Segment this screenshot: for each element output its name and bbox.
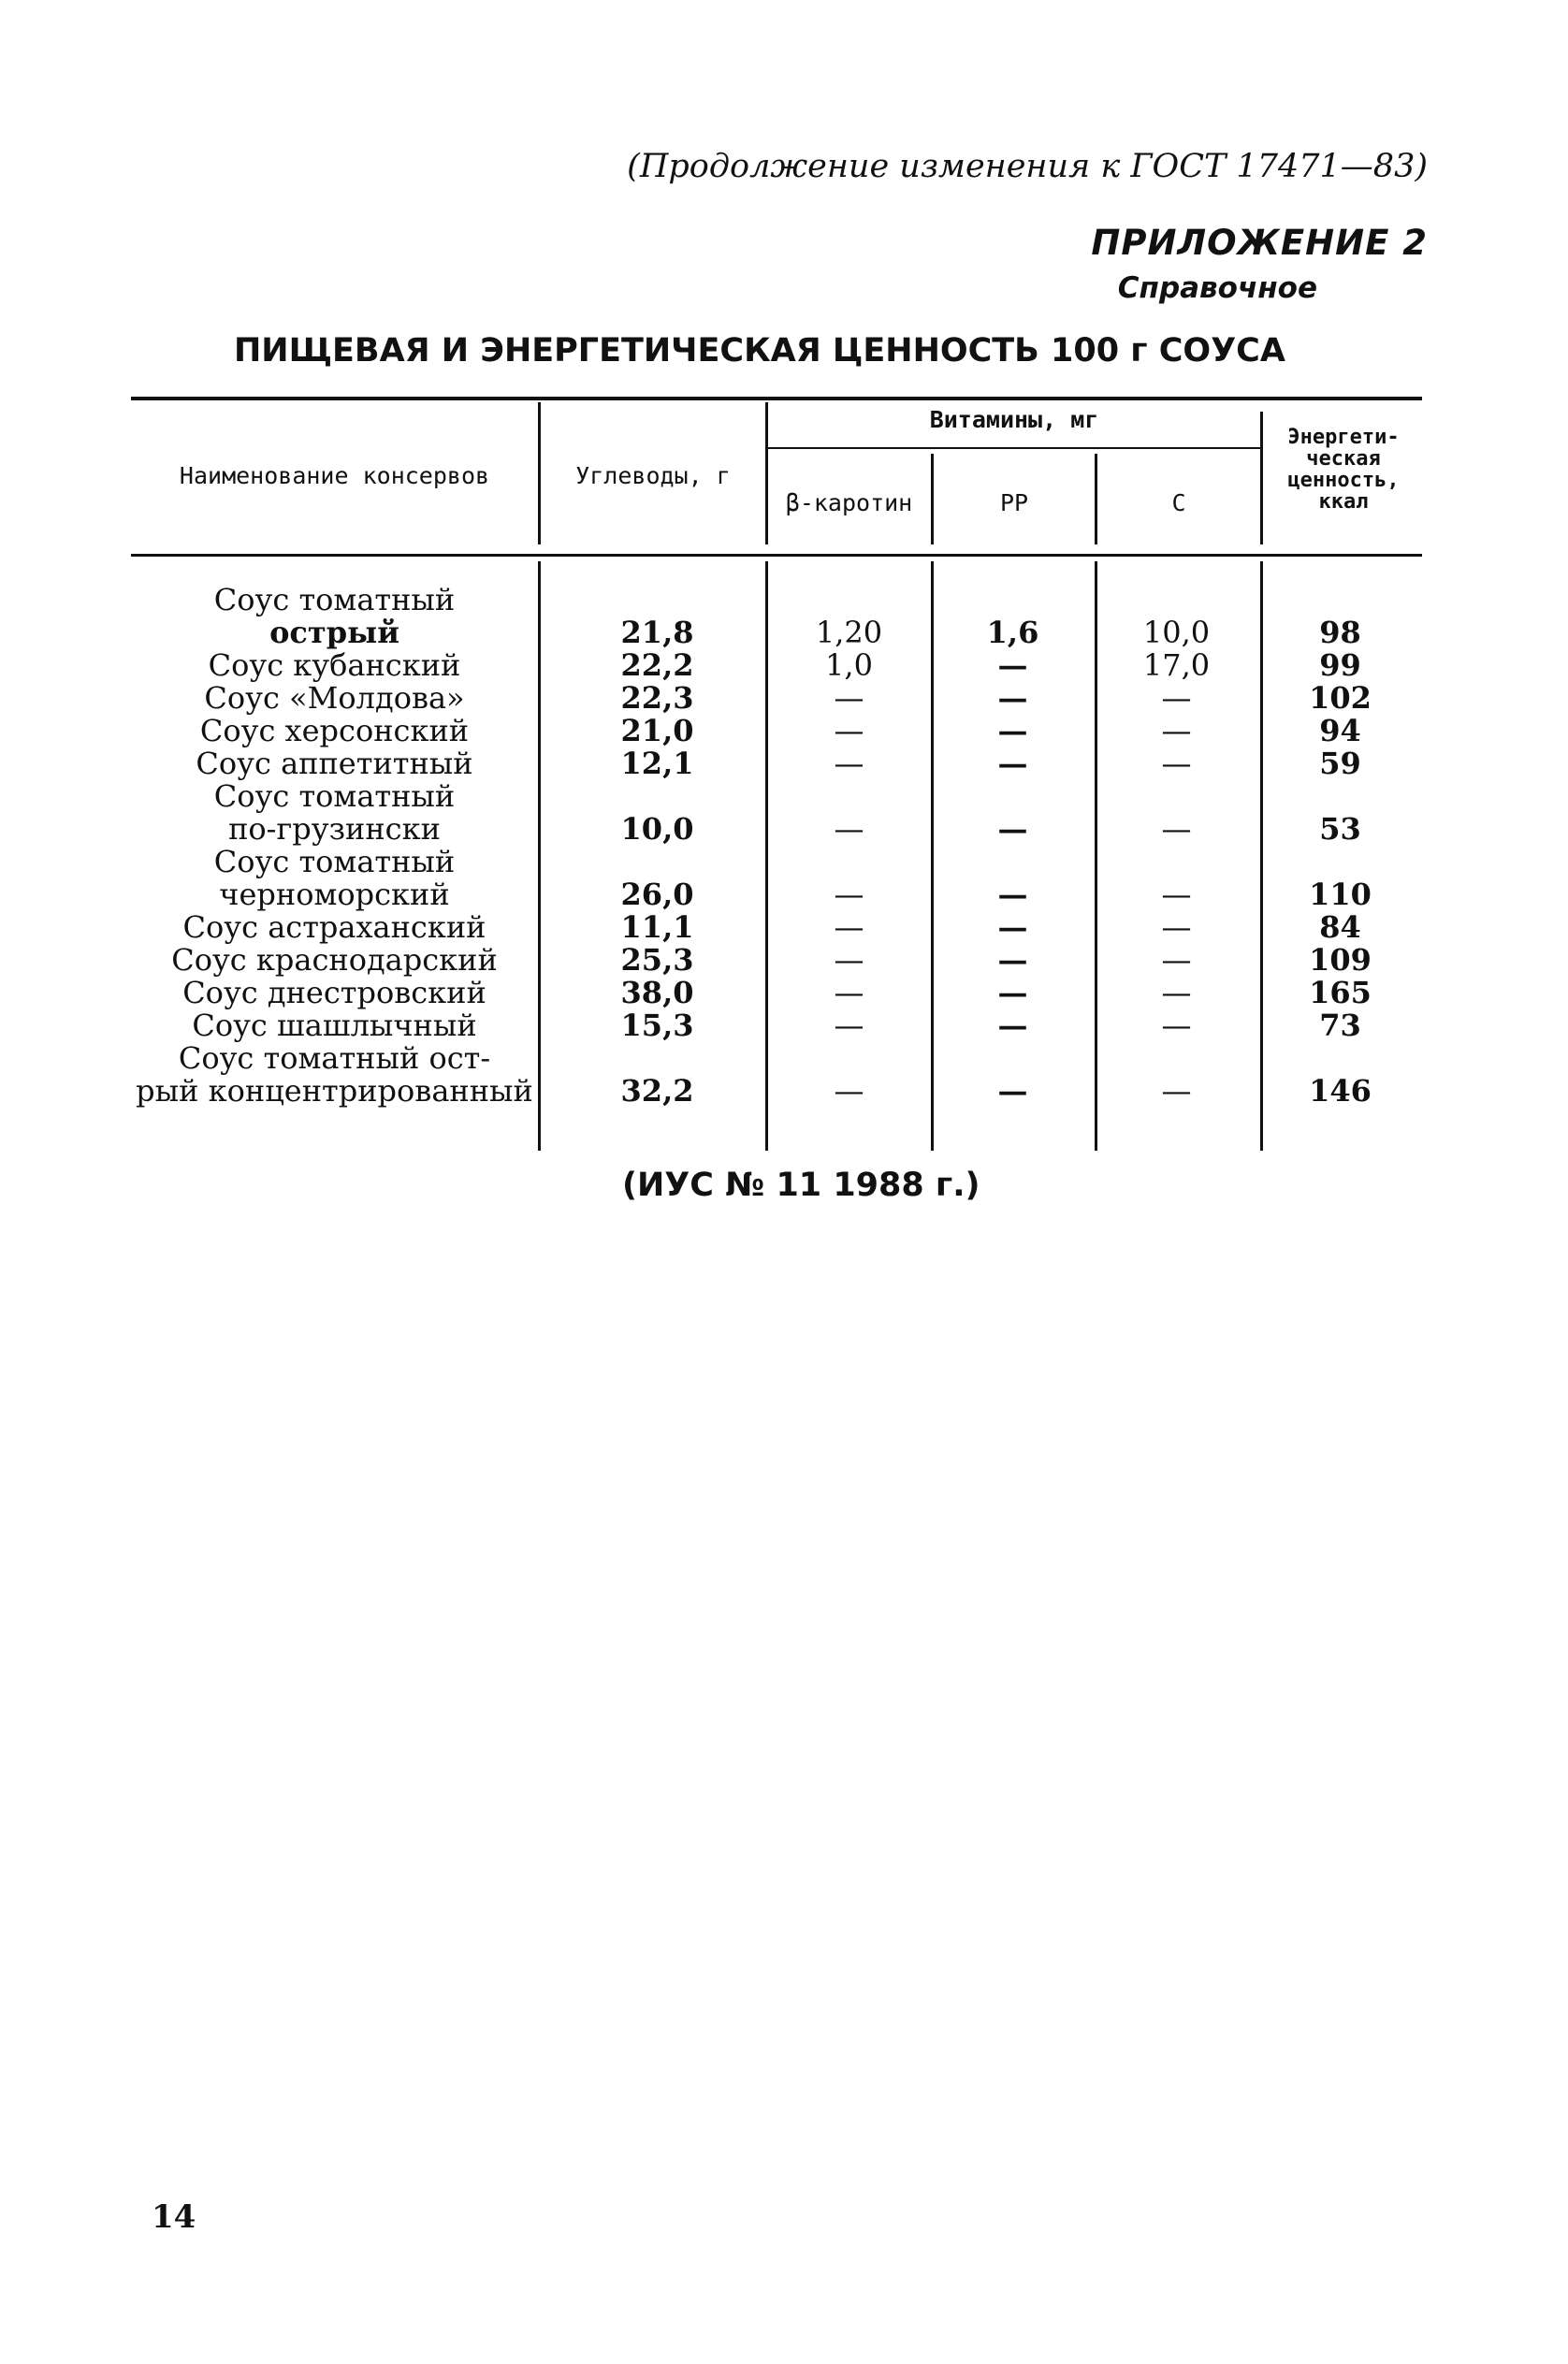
row-name: Соус днестровский: [182, 975, 486, 1010]
col-header-energy-line: ценность,: [1287, 469, 1400, 493]
table-row: [131, 977, 1422, 1009]
cell-carbs: 32,2: [620, 1073, 694, 1109]
cell-energy: 102: [1309, 680, 1372, 716]
cell-carbs: 11,1: [620, 909, 694, 945]
col-header-energy: [1265, 427, 1422, 513]
col-header-beta-carotene: β-каротин: [785, 489, 913, 516]
cell-c: —: [1161, 1008, 1192, 1043]
cell-pp: —: [997, 1008, 1028, 1043]
cell-beta-carotene: —: [834, 909, 864, 945]
row-name: Соус аппетитный: [196, 746, 473, 781]
cell-beta-carotene: —: [834, 811, 864, 847]
table-row: [131, 846, 1422, 878]
cell-beta-carotene: —: [834, 680, 864, 716]
row-name: Соус кубанский: [208, 647, 461, 683]
cell-pp: 1,6: [986, 615, 1039, 650]
page-number: 14: [152, 2198, 196, 2236]
col-header-c: С: [1171, 489, 1186, 516]
row-name: Соус «Молдова»: [204, 680, 465, 716]
cell-energy: 98: [1319, 615, 1361, 650]
cell-beta-carotene: —: [834, 942, 864, 978]
cell-pp: —: [997, 975, 1028, 1010]
table-row: [131, 878, 1422, 911]
row-name-line: рый концентрированный: [136, 1073, 533, 1109]
cell-c: —: [1161, 811, 1192, 847]
cell-energy: 110: [1309, 877, 1372, 912]
table-row: [131, 944, 1422, 977]
cell-carbs: 22,3: [620, 680, 694, 716]
cell-c: 17,0: [1142, 647, 1211, 683]
appendix-type: Справочное: [1117, 271, 1317, 305]
cell-energy: 109: [1309, 942, 1372, 978]
col-header-name: Наименование консервов: [179, 462, 490, 489]
table-row: [131, 1009, 1422, 1042]
cell-carbs: 12,1: [620, 746, 694, 781]
cell-pp: —: [997, 647, 1028, 683]
table-row: [131, 780, 1422, 813]
cell-carbs: 22,2: [620, 647, 694, 683]
cell-beta-carotene: —: [834, 746, 864, 781]
header-bottom-rule: [131, 554, 1422, 557]
row-name-line: черноморский: [219, 877, 450, 912]
table-row: [131, 1042, 1422, 1075]
continuation-note: (Продолжение изменения к ГОСТ 17471—83): [627, 148, 1428, 185]
cell-energy: 73: [1319, 1008, 1361, 1043]
cell-carbs: 15,3: [620, 1008, 694, 1043]
cell-beta-carotene: 1,0: [825, 647, 873, 683]
col-header-carbs: Углеводы, г: [575, 462, 731, 489]
table-row: [131, 649, 1422, 682]
row-name-line: Соус томатный ост-: [178, 1040, 491, 1076]
row-name-line: Соус томатный: [213, 582, 456, 617]
table-row: [131, 616, 1422, 649]
cell-energy: 99: [1319, 647, 1361, 683]
table-row: [131, 584, 1422, 616]
row-name: Соус астраханский: [182, 909, 486, 945]
table-row: [131, 682, 1422, 715]
cell-c: —: [1161, 746, 1192, 781]
appendix-label: ПРИЛОЖЕНИЕ 2: [1091, 223, 1428, 263]
col-header-energy-line: Энергети-: [1287, 426, 1400, 449]
vitamins-rule: [767, 447, 1263, 449]
cell-energy: 94: [1319, 713, 1361, 748]
cell-pp: —: [997, 1073, 1028, 1109]
cell-c: —: [1161, 713, 1192, 748]
row-name-line: по-грузински: [228, 811, 441, 847]
cell-c: —: [1161, 680, 1192, 716]
table-top-rule: [131, 397, 1422, 400]
cell-carbs: 10,0: [620, 811, 694, 847]
cell-beta-carotene: —: [834, 713, 864, 748]
col-header-pp: РР: [999, 489, 1029, 516]
table-row: [131, 1075, 1422, 1108]
cell-pp: —: [997, 877, 1028, 912]
row-name-line: Соус томатный: [213, 778, 456, 814]
cell-c: —: [1161, 877, 1192, 912]
cell-carbs: 21,8: [620, 615, 694, 650]
cell-c: —: [1161, 975, 1192, 1010]
cell-energy: 84: [1319, 909, 1361, 945]
table-row: [131, 813, 1422, 846]
cell-carbs: 38,0: [620, 975, 694, 1010]
table-row: [131, 715, 1422, 747]
row-name: Соус херсонский: [199, 713, 470, 748]
cell-energy: 53: [1319, 811, 1361, 847]
row-name: Соус шашлычный: [192, 1008, 477, 1043]
cell-beta-carotene: —: [834, 1073, 864, 1109]
cell-pp: —: [997, 811, 1028, 847]
cell-beta-carotene: —: [834, 877, 864, 912]
cell-carbs: 25,3: [620, 942, 694, 978]
cell-beta-carotene: —: [834, 1008, 864, 1043]
cell-pp: —: [997, 746, 1028, 781]
cell-pp: —: [997, 713, 1028, 748]
cell-pp: —: [997, 909, 1028, 945]
table-body: [131, 584, 1422, 1108]
cell-c: 10,0: [1142, 615, 1211, 650]
cell-beta-carotene: 1,20: [815, 615, 883, 650]
cell-energy: 59: [1319, 746, 1361, 781]
cell-carbs: 26,0: [620, 877, 694, 912]
cell-c: —: [1161, 909, 1192, 945]
cell-beta-carotene: —: [834, 975, 864, 1010]
row-name-line: острый: [269, 615, 399, 650]
col-header-vitamins: Витамины, мг: [929, 406, 1099, 433]
row-name-line: Соус томатный: [213, 844, 456, 879]
table-row: [131, 911, 1422, 944]
row-name: Соус краснодарский: [171, 942, 498, 978]
table-title: ПИЩЕВАЯ И ЭНЕРГЕТИЧЕСКАЯ ЦЕННОСТЬ 100 г СОУСА: [234, 332, 1285, 370]
table-row: [131, 747, 1422, 780]
cell-pp: —: [997, 942, 1028, 978]
cell-c: —: [1161, 1073, 1192, 1109]
col-header-energy-line: ккал: [1318, 490, 1369, 515]
cell-energy: 146: [1309, 1073, 1372, 1109]
cell-carbs: 21,0: [620, 713, 694, 748]
source-reference: (ИУС № 11 1988 г.): [622, 1167, 980, 1204]
cell-energy: 165: [1309, 975, 1372, 1010]
col-header-energy-line: ческая: [1306, 447, 1381, 471]
cell-c: —: [1161, 942, 1192, 978]
cell-pp: —: [997, 680, 1028, 716]
